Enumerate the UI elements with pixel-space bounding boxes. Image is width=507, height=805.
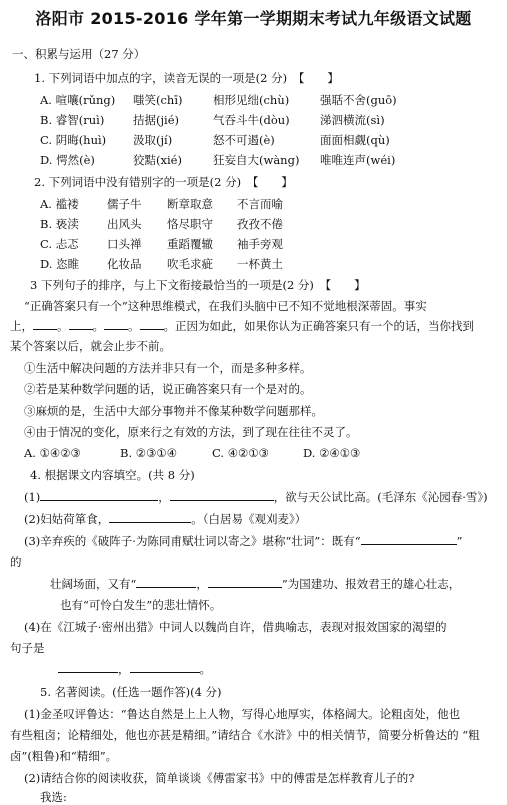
q2-option-a-word2: 儒子牛 <box>107 197 142 211</box>
q4-blank-3a[interactable] <box>361 533 457 545</box>
q4-item-2-end: 。（白居易《观刈麦》） <box>191 512 307 526</box>
q4-blank-3c[interactable] <box>208 576 282 588</box>
q2-option-d-word4: 一杯黄土 <box>237 257 283 271</box>
q4-item-3-line2-mid: ， <box>196 577 208 591</box>
q4-item-1-mid: ， <box>158 490 170 504</box>
exam-title: 洛阳市 2015-2016 学年第一学期期末考试九年级语文试题 <box>35 9 472 28</box>
q5-choice-label: 我选: <box>40 790 67 804</box>
q3-p2-sep-1: 。 <box>57 319 69 333</box>
q2-option-d-word2: 化妆品 <box>107 257 142 271</box>
q1-option-d-word2: 狡黠(xié) <box>133 153 182 167</box>
q4-blank-1a[interactable] <box>40 489 158 501</box>
q2-option-b-word4: 孜孜不倦 <box>237 217 283 231</box>
q4-item-3-line2-start: 壮阔场面，又有“ <box>50 577 137 591</box>
q3-paragraph-line1: “正确答案只有一个”这种思维模式，在我们头脑中已不知不觉地根深蒂固。事实 <box>24 299 427 313</box>
q1-option-d: D. 愕然(è) <box>40 153 95 167</box>
q5-item-1-line2: 有些粗卤；论精细处，他也亦甚是精细。”请结合《水浒》中的相关情节，简要分析鲁达的 “粗 <box>10 728 480 742</box>
q2-option-a: A. 褴褛 <box>40 197 79 211</box>
q4-blank-1b[interactable] <box>170 489 274 501</box>
q4-blank-4a[interactable] <box>58 661 118 673</box>
q4-item-4: (4)在《江城子·密州出猎》中词人以魏尚自许，借典喻志，表现对报效国家的渴望的 <box>24 620 447 634</box>
q1-option-d-word3: 狂妄自大(wàng) <box>213 153 300 167</box>
q1-option-b-word2: 拮据(jié) <box>133 113 180 127</box>
q1-option-b-word4: 涕泗横流(sì) <box>320 113 385 127</box>
q2-option-b-word3: 恪尽职守 <box>167 217 213 231</box>
q4-blank-4b[interactable] <box>130 661 200 673</box>
q3-p2-sep-3: 。 <box>128 319 140 333</box>
q1-option-b: B. 睿智(ruì) <box>40 113 105 127</box>
q3-p2-start: 上， <box>10 319 33 333</box>
q2-option-b: B. 亵渎 <box>40 217 79 231</box>
q2-option-c-word2: 口头禅 <box>107 237 142 251</box>
q4-stem: 4. 根据课文内容填空。(共 8 分) <box>30 468 195 482</box>
q4-item-3-line2 <box>50 576 460 592</box>
q3-p2-sep-2: 。 <box>92 319 104 333</box>
q1-option-a-word4: 强聒不舍(guō) <box>320 93 397 107</box>
q3-blank-3[interactable] <box>104 318 128 330</box>
q4-item-3 <box>24 533 462 549</box>
q1-option-c: C. 阴晦(huì) <box>40 133 107 147</box>
q2-stem: 2. 下列词语中没有错别字的一项是(2 分) 【 】 <box>34 175 293 189</box>
q3-sentence-3: ③麻烦的是，生活中大部分事物并不像某种数学问题那样。 <box>24 404 323 418</box>
q3-sentence-1: ①生活中解决问题的方法并非只有一个，而是多种多样。 <box>24 361 312 375</box>
q2-option-c: C. 忐忑 <box>40 237 79 251</box>
q3-sentence-2: ②若是某种数学问题的话，说正确答案只有一个是对的。 <box>24 382 312 396</box>
q2-option-c-word3: 重蹈覆辙 <box>167 237 213 251</box>
q5-stem: 5. 名著阅读。(任选一题作答)(4 分) <box>40 685 222 699</box>
q1-option-a: A. 喧嚷(rǔng) <box>40 93 116 107</box>
q4-item-3-line2-end: ”为国建功、报效君王的雄心壮志， <box>281 577 461 591</box>
q3-blank-2[interactable] <box>69 318 93 330</box>
q5-item-2: (2)请结合你的阅读收获，简单谈谈《傅雷家书》中的傅雷是怎样教育儿子的? <box>24 771 415 785</box>
q4-item-4-end: 。 <box>199 662 211 676</box>
q5-item-1-line1: (1)金圣叹评鲁达：“鲁达自然是上上人物，写得心地厚实，体格阔大。论粗卤处，他也 <box>24 707 461 721</box>
q2-option-c-word4: 袖手旁观 <box>237 237 283 251</box>
q4-item-1 <box>24 489 488 505</box>
q4-item-2-start: (2)妇姑荷箪食， <box>24 512 110 526</box>
q3-blank-1[interactable] <box>33 318 57 330</box>
q1-option-d-word4: 唯唯连声(wéi) <box>320 153 396 167</box>
q2-option-a-word4: 不言而喻 <box>237 197 283 211</box>
q3-option-c: C. ④②①③ <box>212 446 269 460</box>
q1-option-b-word3: 气吞斗牛(dòu) <box>213 113 290 127</box>
q3-p2-end: 。正因为如此，如果你认为正确答案只有一个的话，当你找到 <box>163 319 474 333</box>
q1-option-c-word4: 面面相觑(qù) <box>320 133 390 147</box>
q3-option-a: A. ①④②③ <box>24 446 81 460</box>
q4-item-2 <box>24 511 306 527</box>
q4-item-3-line3: 也有“可怜白发生”的悲壮情怀。 <box>60 598 222 612</box>
q1-option-c-word3: 怒不可遏(è) <box>213 133 275 147</box>
q2-option-d-word3: 吹毛求疵 <box>167 257 213 271</box>
q1-stem: 1. 下列词语中加点的字，读音无误的一项是(2 分) 【 】 <box>34 71 339 85</box>
q3-blank-4[interactable] <box>140 318 164 330</box>
q4-blank-2[interactable] <box>109 511 191 523</box>
q3-paragraph-line3: 某个答案以后，就会止步不前。 <box>10 339 171 353</box>
q1-option-a-word2: 嗤笑(chī) <box>133 93 183 107</box>
q4-item-4-line2: 句子是 <box>10 641 45 655</box>
q4-item-4-mid: ， <box>118 662 130 676</box>
q3-stem: 3 下列句子的排序，与上下文衔接最恰当的一项是(2 分) 【 】 <box>30 278 366 292</box>
q4-item-3-wrap: 的 <box>10 555 22 569</box>
q4-item-4-blanks <box>58 661 211 677</box>
q4-item-1-start: (1) <box>24 490 41 504</box>
q1-option-c-word2: 汲取(jí) <box>133 133 173 147</box>
q4-item-3-text: (3)辛弃疾的《破阵子·为陈同甫赋壮词以寄之》堪称“壮词”：既有“ <box>24 534 361 548</box>
q1-option-a-word3: 相形见绌(chù) <box>213 93 290 107</box>
q2-option-b-word2: 出风头 <box>107 217 142 231</box>
q3-paragraph-line2 <box>10 318 474 334</box>
q4-item-3-end: ” <box>456 534 463 548</box>
q2-option-d: D. 恣睢 <box>40 257 80 271</box>
q3-sentence-4: ④由于情况的变化，原来行之有效的方法，到了现在往往不灵了。 <box>24 425 358 439</box>
q2-option-a-word3: 断章取意 <box>167 197 213 211</box>
q3-option-b: B. ②③①④ <box>120 446 178 460</box>
q4-item-1-end: ，欲与天公试比高。(毛泽东《沁园春·雪》) <box>273 490 488 504</box>
q5-item-1-line3: 卤”(粗鲁)和“精细”。 <box>10 749 118 763</box>
q3-option-d: D. ②④①③ <box>303 446 361 460</box>
section-heading: 一、积累与运用（27 分） <box>12 47 146 61</box>
q4-blank-3b[interactable] <box>136 576 196 588</box>
